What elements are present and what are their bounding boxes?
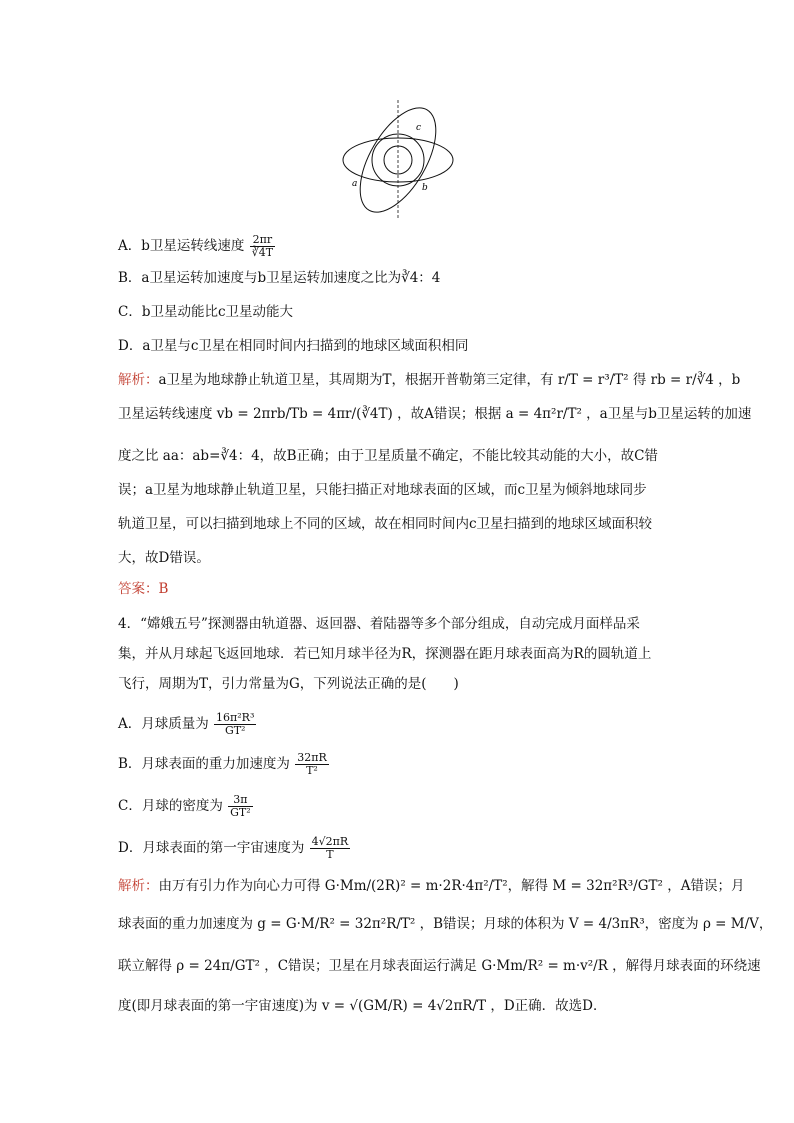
q3-analysis-2: 卫星运转线速度 vb = 2πrb/Tb = 4πr/(∛4T) ，故A错误；根据 a = 4π²r/T² ，a卫星与b卫星运转的加速 — [118, 406, 752, 422]
q4-option-d: D．月球表面的第一宇宙速度为 $\frac{4√2\pi R}{T}$ — [118, 835, 349, 861]
q4-stem-1: 4．“嫦娥五号”探测器由轨道器、返回器、着陆器等多个部分组成，自动完成月面样品采 — [118, 616, 640, 632]
label-b: b — [422, 183, 428, 193]
label-a: a — [352, 179, 358, 189]
q3-analysis-5: 轨道卫星，可以扫描到地球上不同的区域，故在相同时间内c卫星扫描到的地球区域面积较 — [118, 516, 653, 532]
q4-option-b: B．月球表面的重力加速度为 $\frac{32\pi R}{\text{T²}}$ — [118, 751, 327, 777]
q3-answer: 答案：B — [118, 581, 169, 597]
q4-option-c: C．月球的密度为 $\frac{3\pi}{\text{GT²}}$ — [118, 793, 251, 819]
q3-analysis-1: 解析：a卫星为地球静止轨道卫星，其周期为T，根据开普勒第三定律，有 r/T = r³/T² 得 rb = r/∛4 ，b — [118, 372, 741, 388]
q3-option-c: C．b卫星动能比c卫星动能大 — [118, 304, 294, 320]
q4-analysis-1: 解析：由万有引力作为向心力可得 G·Mm/(2R)² = m·2R·4π²/T²，解得 M = 32π²R³/GT² ，A错误；月 — [118, 878, 745, 894]
q3-option-a: A．b卫星运转线速度 $\frac{2\pi r}{∛4T}$ — [118, 233, 274, 259]
q4-stem-3: 飞行，周期为T，引力常量为G，下列说法正确的是( ) — [118, 676, 459, 692]
q3-analysis-6: 大，故D错误。 — [118, 550, 210, 566]
q4-analysis-4: 度(即月球表面的第一宇宙速度)为 v = √(GM/R) = 4√2πR/T ，D正确．故选D． — [118, 998, 607, 1014]
q4-stem-2: 集，并从月球起飞返回地球．若已知月球半径为R，探测器在距月球表面高为R的圆轨道上 — [118, 646, 652, 662]
q3-option-b: B．a卫星运转加速度与b卫星运转加速度之比为∛4：4 — [118, 270, 441, 286]
orbit-diagram — [340, 100, 460, 220]
q3-analysis-3: 度之比 aa：ab=∛4：4，故B正确；由于卫星质量不确定，不能比较其动能的大小，故C错 — [118, 448, 658, 464]
q3-option-d: D．a卫星与c卫星在相同时间内扫描到的地球区域面积相同 — [118, 338, 469, 354]
q4-analysis-2: 球表面的重力加速度为 g = G·M/R² = 32π²R/T² ，B错误；月球的体积为 V = 4/3πR³，密度为 ρ = M/V， — [118, 916, 773, 932]
q4-analysis-3: 联立解得 ρ = 24π/GT² ，C错误；卫星在月球表面运行满足 G·Mm/R² = m·v²/R ，解得月球表面的环绕速 — [118, 958, 761, 974]
q3-analysis-4: 误；a卫星为地球静止轨道卫星，只能扫描正对地球表面的区域，而c卫星为倾斜地球同步 — [118, 482, 647, 498]
q4-option-a: A．月球质量为 $\frac{\text{16π²R³}}{\text{GT²}}$ — [118, 711, 255, 737]
label-c: c — [416, 123, 422, 133]
